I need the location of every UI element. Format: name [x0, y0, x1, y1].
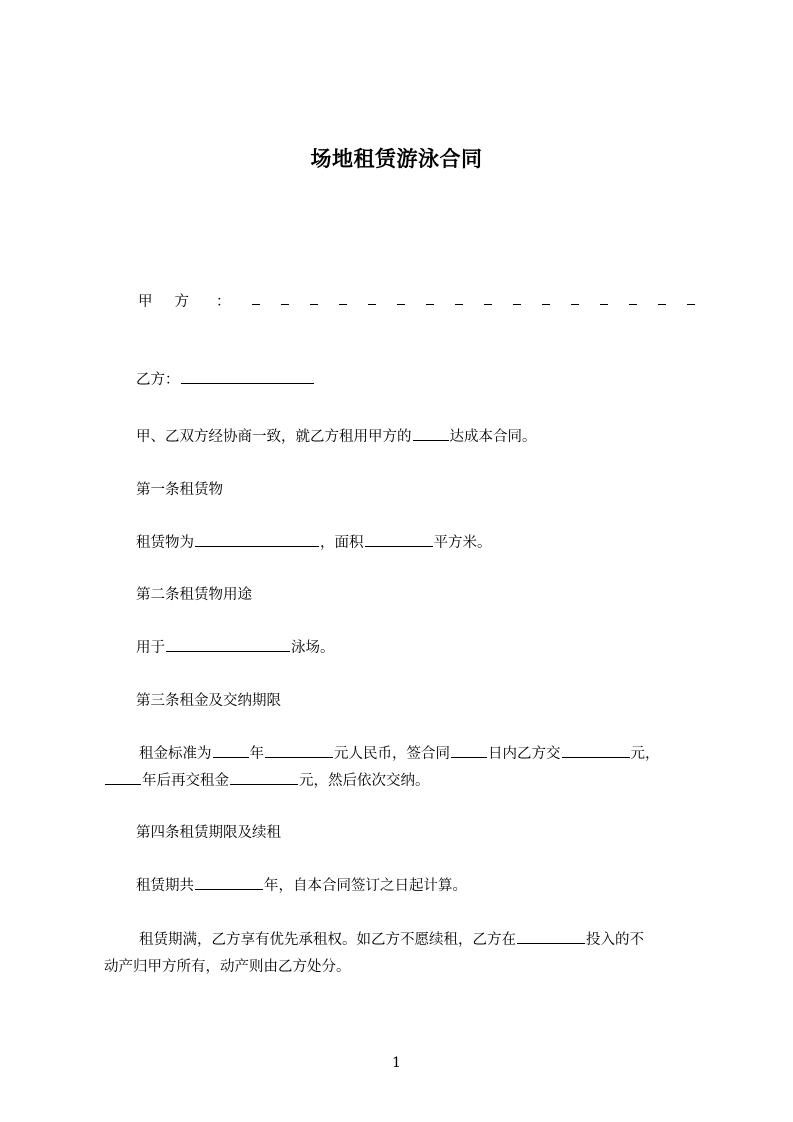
art4-p2-text-pre: 租赁期满，乙方享有优先承租权。如乙方不愿续租，乙方在: [139, 932, 516, 948]
blank-dash: [629, 304, 637, 305]
leased-object-blank[interactable]: [195, 533, 319, 547]
later-rent-blank[interactable]: [230, 771, 298, 785]
article-3-line-2: [104, 771, 704, 791]
art4-text-pre: 租赁期共: [136, 878, 194, 894]
article-2-heading: 第二条租赁物用途: [136, 587, 252, 603]
party-b-line: [104, 370, 736, 390]
article-1-paragraph: [104, 533, 736, 553]
art3-text-b: 年: [249, 746, 264, 762]
blank-dash: [252, 304, 260, 305]
party-b-blank[interactable]: [181, 370, 314, 384]
document-title: 场地租赁游泳合同: [310, 147, 483, 171]
art4-p2-text-post: 投入的不: [586, 932, 644, 948]
rent-standard-blank[interactable]: [213, 744, 249, 758]
art2-text-post: 泳场。: [291, 640, 335, 656]
article-3-heading: 第三条租金及交纳期限: [136, 693, 281, 709]
art3-text-c: 元人民币，签合同: [334, 746, 450, 762]
rent-amount-blank[interactable]: [265, 744, 333, 758]
area-blank[interactable]: [365, 533, 433, 547]
article-2-paragraph: [104, 638, 736, 658]
blank-dash: [368, 304, 376, 305]
intro-blank[interactable]: [413, 427, 449, 441]
art1-text-pre: 租赁物为: [136, 535, 194, 551]
art4-text-post: 年，自本合同签订之日起计算。: [264, 878, 467, 894]
blank-dash: [658, 304, 666, 305]
blank-dash: [600, 304, 608, 305]
party-a-line: [104, 290, 704, 314]
article-4-paragraph-2-line-2: 动产归甲方所有，动产则由乙方处分。: [104, 959, 351, 975]
usage-blank[interactable]: [166, 638, 290, 652]
payment-blank[interactable]: [562, 744, 630, 758]
renewal-blank[interactable]: [517, 930, 585, 944]
page-number: 1: [392, 1055, 401, 1071]
blank-dash: [281, 304, 289, 305]
blank-dash: [397, 304, 405, 305]
intro-text-pre: 甲、乙双方经协商一致，就乙方租用甲方的: [136, 429, 412, 445]
art3-text-d: 日内乙方交: [488, 746, 561, 762]
blank-dash: [687, 304, 695, 305]
days-blank[interactable]: [451, 744, 487, 758]
blank-dash: [426, 304, 434, 305]
intro-paragraph: [104, 427, 736, 447]
blank-dash: [484, 304, 492, 305]
art2-text-pre: 用于: [136, 640, 165, 656]
party-a-blank[interactable]: [252, 290, 704, 314]
art3-text-a: 租金标准为: [139, 746, 212, 762]
article-1-heading: 第一条租赁物: [136, 482, 223, 498]
article-3-line-1: [104, 744, 739, 764]
article-4-paragraph-2-line-1: [104, 930, 739, 950]
art1-text-post: 平方米。: [433, 535, 492, 551]
years-blank[interactable]: [105, 771, 141, 785]
blank-dash: [542, 304, 550, 305]
party-a-label: 甲方: [138, 294, 211, 310]
blank-dash: [310, 304, 318, 305]
lease-term-blank[interactable]: [195, 876, 263, 890]
art3-text-e: 元，: [630, 746, 660, 762]
blank-dash: [571, 304, 579, 305]
art1-text-mid: ，面积: [320, 535, 364, 551]
blank-dash: [339, 304, 347, 305]
art3-text-g: 元，然后依次交纳。: [299, 773, 430, 789]
intro-text-post: 达成本合同。: [449, 429, 537, 445]
party-b-label: 乙方：: [136, 372, 180, 388]
blank-dash: [455, 304, 463, 305]
article-4-heading: 第四条租赁期限及续租: [136, 825, 281, 841]
blank-dash: [513, 304, 521, 305]
party-a-colon: ：: [216, 294, 231, 310]
art3-text-f: 年后再交租金: [142, 773, 229, 789]
article-4-paragraph-1: [104, 876, 736, 896]
